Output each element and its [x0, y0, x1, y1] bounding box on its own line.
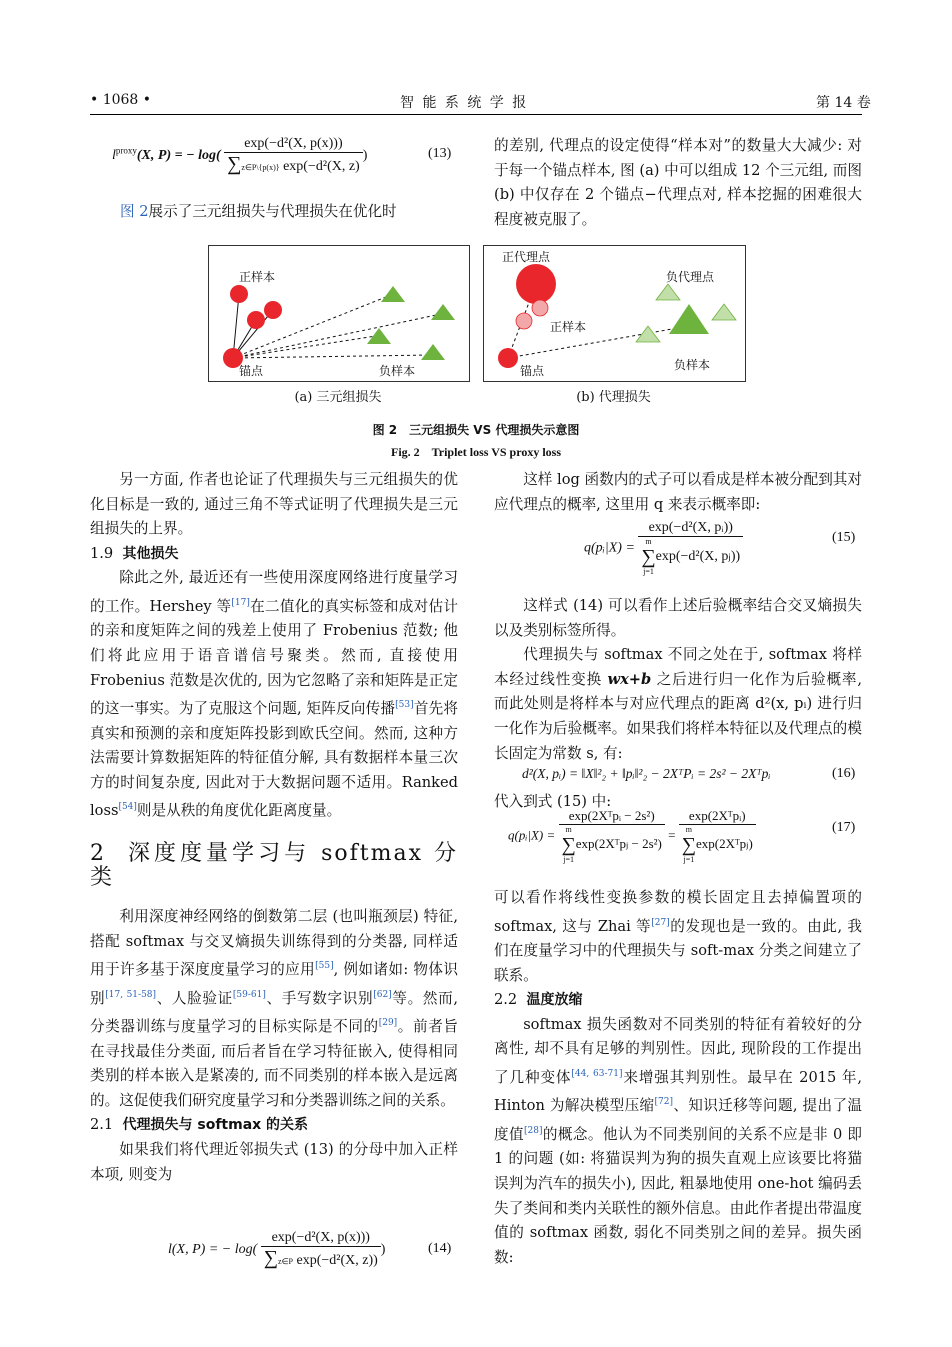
equation-14-number: (14): [428, 1241, 452, 1256]
equation-15: q(pᵢ|X) = exp(−d²(X, pᵢ)) m ∑ j=1 exp(−d²(X, pⱼ)): [584, 520, 743, 577]
volume-label: 第 14 卷: [816, 95, 871, 111]
paragraph: softmax 损失函数对不同类别的特征有着较好的分离性, 却不具有足够的判别性。因此, 现阶段的工作提出了几种变体[44, 63-71]来增强其判别性。最早在 2015 年, Hinton 为解决模型压缩[72]、知识迁移等问题, 提出了温度值[28]的概念。他认为不同类别间的关系不应是非 0 即 1 的问题 (如: 将猫误判为狗的损失直观上应该要比将猫误判为汽车的损失小), 因此, 粗暴地使用 one-hot 编码丢失了类间和类内关联性的额外信息。由此作者提出带温度值的 softmax 函数, 弱化不同类别之间的差异。损失函数:: [494, 1015, 862, 1266]
paragraph: 如果我们将代理近邻损失式 (13) 的分母中加入正样本项, 则变为: [90, 1141, 458, 1183]
negative-proxy: [669, 304, 709, 334]
section-heading-1-9: 1.9 其他损失: [90, 544, 179, 562]
paragraph: 除此之外, 最近还有一些使用深度网络进行度量学习的工作。Hershey 等[17]在二值化的真实标签和成对估计的亲和度矩阵之间的残差上使用了 Frobenius 范数; 他们将此应用于语音谱信号聚类。然而, 直接使用 Frobenius 范数是次优的, 因为它忽略了亲和矩阵是正定的这一事实。为了克服这个问题, 矩阵反向传播[53]首先将真实和预测的亲和度矩阵投影到欧氏空间。然而, 这种方法需要计算数据矩阵的特征值分解, 具有数据样本量三次方的时间复杂度, 因此对于大数据问题不适用。Ranked loss[54]则是从秩的角度优化距离度量。: [90, 569, 458, 820]
figure-caption-cn: 图 2 三元组损失 VS 代理损失示意图: [372, 423, 580, 437]
figure-ref: 图 2: [120, 203, 149, 220]
equation-16-number: (16): [832, 766, 856, 781]
paragraph: 这样式 (14) 可以看作上述后验概率结合交叉熵损失以及类别标签所得。: [494, 597, 862, 639]
equation-13-number: (13): [428, 146, 452, 161]
header-rule: [90, 114, 862, 115]
figure-panel-b: [483, 245, 746, 382]
journal-title: 智 能 系 统 学 报: [400, 95, 529, 111]
paragraph: 代入到式 (15) 中:: [494, 793, 612, 810]
equation-15-number: (15): [832, 530, 856, 545]
figure-panel-a: [208, 245, 470, 382]
paragraph: 另一方面, 作者也论证了代理损失与三元组损失的优化目标是一致的, 通过三角不等式证明了代理损失是三元组损失的上界。: [90, 471, 458, 538]
anchor-point: [498, 348, 518, 368]
subcaption-a: (a) 三元组损失: [294, 390, 382, 405]
section-heading-2: 2 深度度量学习与 softmax 分类: [90, 840, 458, 891]
paragraph: 可以看作将线性变换参数的模长固定且去掉偏置项的 softmax, 这与 Zhai 等[27]的发现也是一致的。由此, 我们在度量学习中的代理损失与 soft-max 分类之间建立了联系。: [494, 889, 862, 984]
label-negative-proxy: 负代理点: [666, 270, 715, 284]
left-column: [90, 468, 458, 1187]
subcaption-b: (b) 代理损失: [576, 390, 651, 405]
section-heading-2-1: 2.1 代理损失与 softmax 的关系: [90, 1116, 309, 1134]
page-number: • 1068 •: [90, 92, 152, 108]
paragraph: 这样 log 函数内的式子可以看成是样本被分配到其对应代理点的概率, 这里用 q 来表示概率即:: [494, 471, 862, 513]
label-positive-proxy: 正代理点: [502, 250, 551, 264]
positive-proxy: [516, 264, 556, 304]
left-top-text: 图 2展示了三元组损失与代理损失在优化时: [120, 203, 397, 220]
equation-14: l(X, P) = − log( $\frac{\text{exp(−d²(X, p(x)))}}{\text{∑z∈P exp(−d²(X, z))}}$ ): [168, 1230, 386, 1269]
triplet-diagram: [209, 246, 469, 381]
figure-caption-en: Fig. 2 Triplet loss VS proxy loss: [390, 445, 562, 459]
label-anchor: 锚点: [239, 364, 264, 378]
section-heading-2-2: 2.2 温度放缩: [494, 991, 583, 1009]
right-column-mid: [494, 594, 862, 766]
label-negative: 负样本: [379, 364, 416, 378]
right-top-paragraph: 的差别, 代理点的设定使得“样本对”的数量大大减少: 对于每一个锚点样本, 图 (a) 中可以组成 12 个三元组, 而图 (b) 中仅存在 2 个锚点−代理点对, 样本挖掘的困难很大程度被克服了。: [494, 137, 862, 228]
equation-13: $l^{proxy}(X$, P) = − log( $\frac{\text{exp(−d²(X, p(x)))}}{\text{∑z∈P\textbackslash{}\{p(x)\} exp(−d²(X, z)}}$ ): [112, 136, 368, 175]
label-positive: 正样本: [239, 270, 276, 284]
label-positive-b: 正样本: [550, 320, 587, 334]
equation-16: d²(X, pᵢ) = ‖X‖²₂ + ‖pᵢ‖²₂ − 2XᵀPᵢ = 2s² − 2Xᵀpᵢ: [522, 766, 771, 781]
label-anchor-b: 锚点: [520, 364, 545, 378]
paragraph: 利用深度神经网络的倒数第二层 (也叫瓶颈层) 特征, 搭配 softmax 与交叉熵损失训练得到的分类器, 同样适用于许多基于深度度量学习的应用[55], 例如诸如: 物体识别[17, 51-58]、人脸验证[59-61]、手写数字识别[62]等。然而, 分类器训练与度量学习的目标实际是不同的[29]。前者旨在寻找最佳分类面, 而后者旨在学习特征嵌入, 使得相同类别的样本嵌入是紧凑的, 而不同类别的样本嵌入是远离的。这促使我们研究度量学习和分类器训练之间的关系。: [90, 908, 458, 1109]
right-column-top: [494, 468, 862, 517]
label-negative-b: 负样本: [674, 358, 711, 372]
right-column-bottom: [494, 886, 862, 1270]
equation-17: q(pᵢ|X) = exp(2Xᵀpᵢ − 2s²) m ∑ j=1 exp(2Xᵀpⱼ − 2s²) = exp(2Xᵀpᵢ) m ∑ j=1 exp(2Xᵀpⱼ): [508, 808, 756, 865]
equation-17-number: (17): [832, 820, 856, 835]
paragraph: 代理损失与 softmax 不同之处在于, softmax 将样本经过线性变换 wx+b 之后进行归一化作为后验概率, 而此处则是将样本与对应代理点的距离 d²(x, pᵢ) 进行归一化作为后验概率。如果我们将样本特征以及代理点的模长固定为常数 s, 有:: [494, 646, 863, 762]
